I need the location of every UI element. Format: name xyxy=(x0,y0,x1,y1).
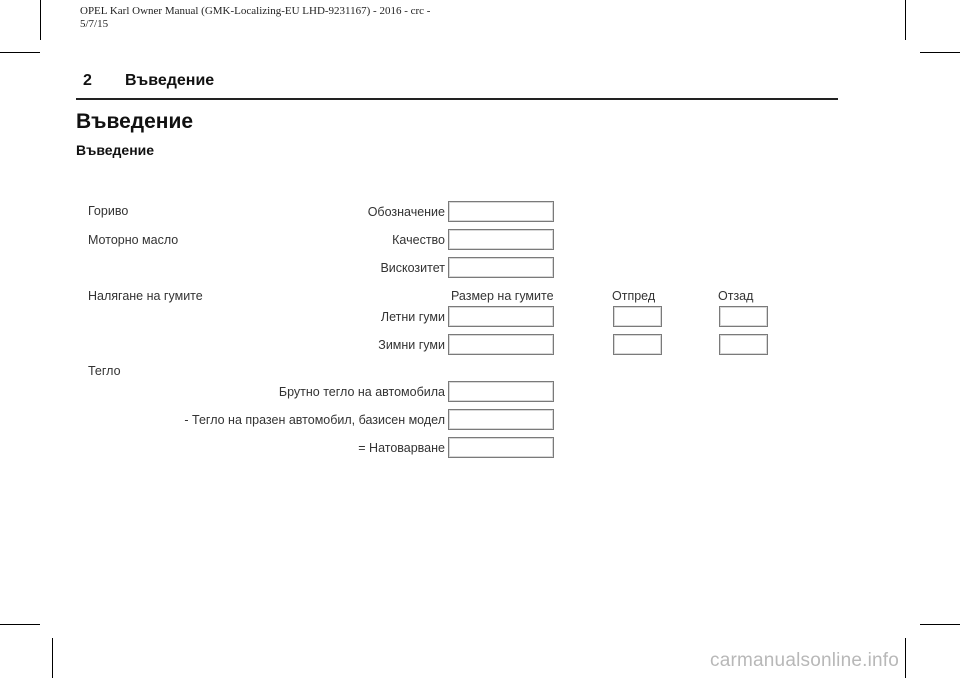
tire-pressure-label: Налягане на гумите xyxy=(88,289,203,303)
load-field[interactable] xyxy=(448,437,554,458)
empty-weight-field[interactable] xyxy=(448,409,554,430)
fuel-designation-label: Обозначение xyxy=(367,205,445,219)
print-metadata-line2: 5/7/15 xyxy=(80,18,109,30)
winter-front-pressure-field[interactable] xyxy=(613,334,662,355)
page-title: Въведение xyxy=(76,110,194,133)
watermark: carmanualsonline.info xyxy=(710,650,900,671)
summer-rear-pressure-field[interactable] xyxy=(719,306,768,327)
tire-size-column: Размер на гумите xyxy=(451,289,554,303)
fuel-label: Гориво xyxy=(88,204,129,218)
winter-rear-pressure-field[interactable] xyxy=(719,334,768,355)
running-header: Въведение xyxy=(125,72,215,89)
oil-quality-field[interactable] xyxy=(448,229,554,250)
fuel-designation-field[interactable] xyxy=(448,201,554,222)
summer-front-pressure-field[interactable] xyxy=(613,306,662,327)
section-subtitle: Въведение xyxy=(76,142,155,158)
gross-weight-field[interactable] xyxy=(448,381,554,402)
summer-tire-size-field[interactable] xyxy=(448,306,554,327)
front-column: Отпред xyxy=(612,289,656,303)
winter-tires-label: Зимни гуми xyxy=(378,338,445,352)
weight-label: Тегло xyxy=(88,364,121,378)
print-metadata-line1: OPEL Karl Owner Manual (GMK-Localizing-EU LHD-9231167) - 2016 - crc - xyxy=(80,5,431,17)
rear-column: Отзад xyxy=(718,289,754,303)
load-label: = Натоварване xyxy=(358,441,445,455)
page-number: 2 xyxy=(83,72,92,89)
summer-tires-label: Летни гуми xyxy=(380,310,445,324)
oil-viscosity-field[interactable] xyxy=(448,257,554,278)
gross-weight-label: Брутно тегло на автомобила xyxy=(278,385,445,399)
engine-oil-label: Моторно масло xyxy=(88,233,179,247)
oil-quality-label: Качество xyxy=(392,233,445,247)
oil-viscosity-label: Вискозитет xyxy=(380,261,445,275)
empty-weight-label: - Тегло на празен автомобил, базисен модел xyxy=(184,413,445,427)
winter-tire-size-field[interactable] xyxy=(448,334,554,355)
